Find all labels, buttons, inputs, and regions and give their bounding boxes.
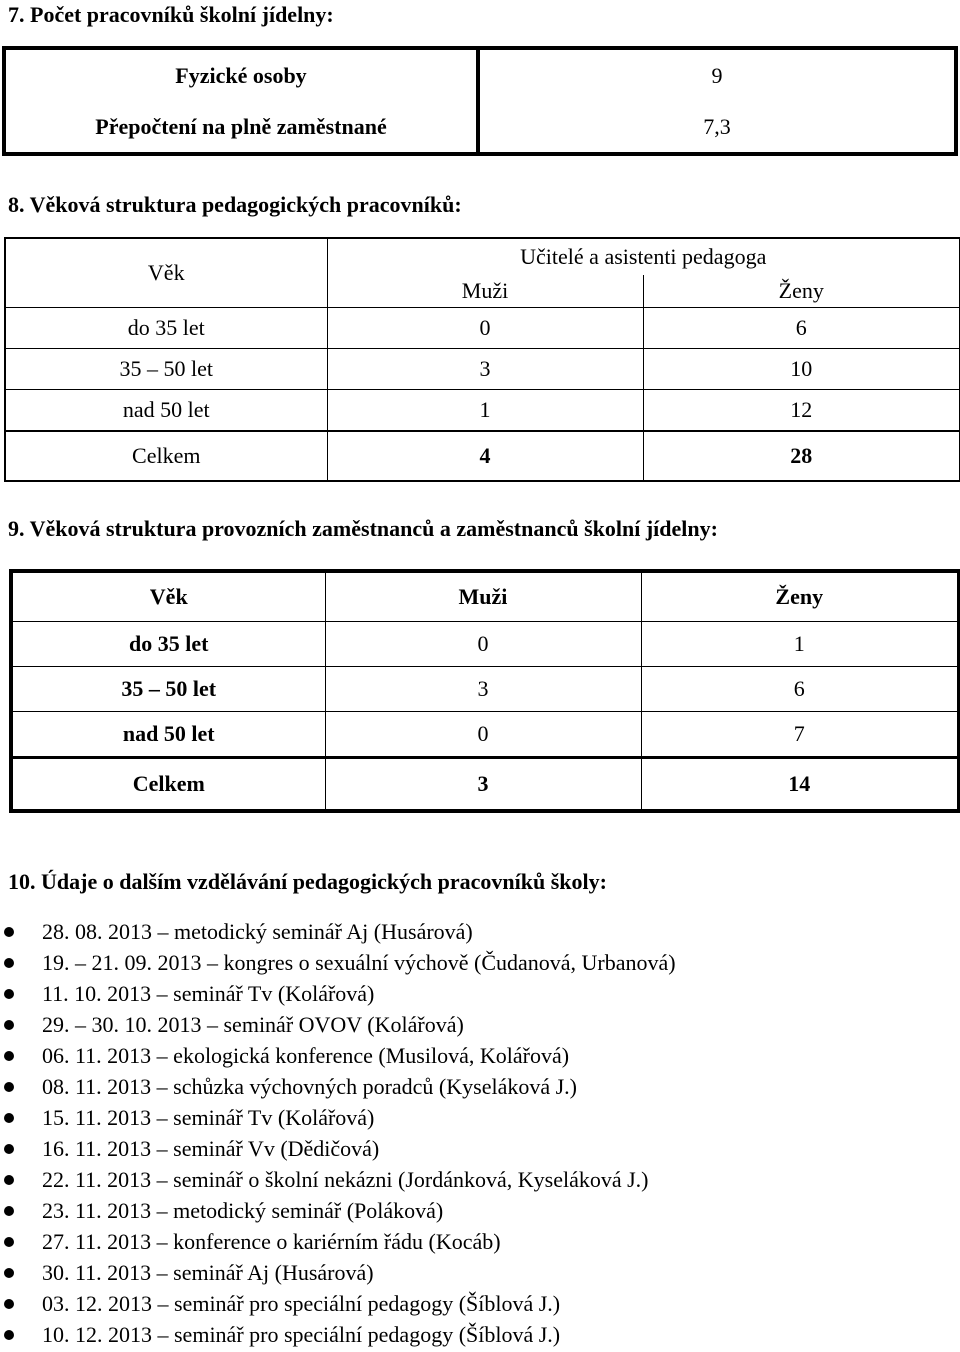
- bullet-icon: [4, 1237, 14, 1247]
- list-item: [0, 947, 960, 978]
- list-item-text: 22. 11. 2013 – seminář o školní nekázni (Jordánková, Kyseláková J.): [42, 1167, 649, 1192]
- training-list: [0, 916, 960, 1350]
- list-item: [0, 1133, 960, 1164]
- list-item-text: 10. 12. 2013 – seminář pro speciální pedagogy (Šíblová J.): [42, 1322, 561, 1347]
- teacher-age-table: [4, 237, 960, 482]
- total-men: 3: [325, 758, 641, 812]
- list-item-text: 15. 11. 2013 – seminář Tv (Kolářová): [42, 1105, 375, 1130]
- total-men: 4: [327, 431, 643, 481]
- list-item-text: 03. 12. 2013 – seminář pro speciální pedagogy (Šíblová J.): [42, 1291, 561, 1316]
- list-item: [0, 1195, 960, 1226]
- staff-count-table: [2, 46, 958, 156]
- bullet-icon: [4, 927, 14, 937]
- age-cell: 35 – 50 let: [11, 667, 325, 712]
- list-item-text: 27. 11. 2013 – konference o kariérním řádu (Kocáb): [42, 1229, 501, 1254]
- list-item: [0, 978, 960, 1009]
- table-row: [11, 712, 959, 758]
- table-row: [4, 101, 956, 154]
- group-header: Učitelé a asistenti pedagoga: [327, 238, 960, 275]
- bullet-icon: [4, 1299, 14, 1309]
- table-row: [11, 622, 959, 667]
- list-item: [0, 1102, 960, 1133]
- list-item-text: 29. – 30. 10. 2013 – seminář OVOV (Kolářová): [42, 1012, 464, 1037]
- list-item: [0, 1319, 960, 1350]
- bullet-icon: [4, 1051, 14, 1061]
- col-header-men: Muži: [327, 275, 643, 308]
- table-row: [5, 349, 960, 390]
- bullet-icon: [4, 1020, 14, 1030]
- table-row: [11, 667, 959, 712]
- col-header-women: Ženy: [641, 571, 959, 622]
- age-cell: nad 50 let: [5, 390, 327, 432]
- women-cell: 7: [641, 712, 959, 758]
- list-item-text: 16. 11. 2013 – seminář Vv (Dědičová): [42, 1136, 380, 1161]
- bullet-icon: [4, 958, 14, 968]
- table-row: [5, 308, 960, 349]
- row-label: Přepočtení na plně zaměstnané: [95, 113, 387, 139]
- section-8-heading: 8. Věková struktura pedagogických pracovníků:: [8, 192, 462, 217]
- list-item-text: 30. 11. 2013 – seminář Aj (Husárová): [42, 1260, 374, 1285]
- total-women: 28: [643, 431, 960, 481]
- bullet-icon: [4, 989, 14, 999]
- bullet-icon: [4, 1113, 14, 1123]
- women-cell: 6: [641, 667, 959, 712]
- col-header-age: Věk: [5, 238, 327, 308]
- row-value: 9: [478, 48, 956, 101]
- col-header-age: Věk: [11, 571, 325, 622]
- total-label: Celkem: [11, 758, 325, 812]
- men-cell: 3: [325, 667, 641, 712]
- age-cell: do 35 let: [5, 308, 327, 349]
- women-cell: 6: [643, 308, 960, 349]
- table-header-row: [5, 238, 960, 275]
- age-cell: do 35 let: [11, 622, 325, 667]
- list-item-text: 08. 11. 2013 – schůzka výchovných poradců (Kyseláková J.): [42, 1074, 577, 1099]
- bullet-icon: [4, 1144, 14, 1154]
- list-item: [0, 1257, 960, 1288]
- section-9-heading: 9. Věková struktura provozních zaměstnanců a zaměstnanců školní jídelny:: [8, 516, 718, 541]
- list-item: [0, 916, 960, 947]
- list-item: [0, 1040, 960, 1071]
- bullet-icon: [4, 1330, 14, 1340]
- col-header-women: Ženy: [643, 275, 960, 308]
- women-cell: 12: [643, 390, 960, 432]
- bullet-icon: [4, 1206, 14, 1216]
- list-item-text: 11. 10. 2013 – seminář Tv (Kolářová): [42, 981, 375, 1006]
- total-label: Celkem: [5, 431, 327, 481]
- men-cell: 0: [325, 622, 641, 667]
- row-value: 7,3: [478, 101, 956, 154]
- men-cell: 0: [325, 712, 641, 758]
- list-item: [0, 1226, 960, 1257]
- women-cell: 1: [641, 622, 959, 667]
- list-item: [0, 1288, 960, 1319]
- men-cell: 3: [327, 349, 643, 390]
- list-item: [0, 1009, 960, 1040]
- bullet-icon: [4, 1268, 14, 1278]
- table-row: [5, 390, 960, 432]
- list-item-text: 28. 08. 2013 – metodický seminář Aj (Husárová): [42, 919, 473, 944]
- women-cell: 10: [643, 349, 960, 390]
- operational-staff-age-table: [9, 569, 960, 813]
- list-item-text: 06. 11. 2013 – ekologická konference (Musilová, Kolářová): [42, 1043, 570, 1068]
- list-item: [0, 1164, 960, 1195]
- col-header-men: Muži: [325, 571, 641, 622]
- bullet-icon: [4, 1175, 14, 1185]
- total-row: [11, 758, 959, 812]
- age-cell: nad 50 let: [11, 712, 325, 758]
- list-item: [0, 1071, 960, 1102]
- section-10-heading: 10. Údaje o dalším vzdělávání pedagogických pracovníků školy:: [8, 869, 607, 894]
- total-women: 14: [641, 758, 959, 812]
- men-cell: 1: [327, 390, 643, 432]
- table-header-row: [11, 571, 959, 622]
- total-row: [5, 431, 960, 481]
- men-cell: 0: [327, 308, 643, 349]
- age-cell: 35 – 50 let: [5, 349, 327, 390]
- bullet-icon: [4, 1082, 14, 1092]
- list-item-text: 23. 11. 2013 – metodický seminář (Poláková): [42, 1198, 444, 1223]
- list-item-text: 19. – 21. 09. 2013 – kongres o sexuální výchově (Čudanová, Urbanová): [42, 950, 676, 975]
- section-7-heading: 7. Počet pracovníků školní jídelny:: [8, 2, 334, 27]
- table-row: [4, 48, 956, 101]
- row-label: Fyzické osoby: [175, 62, 307, 88]
